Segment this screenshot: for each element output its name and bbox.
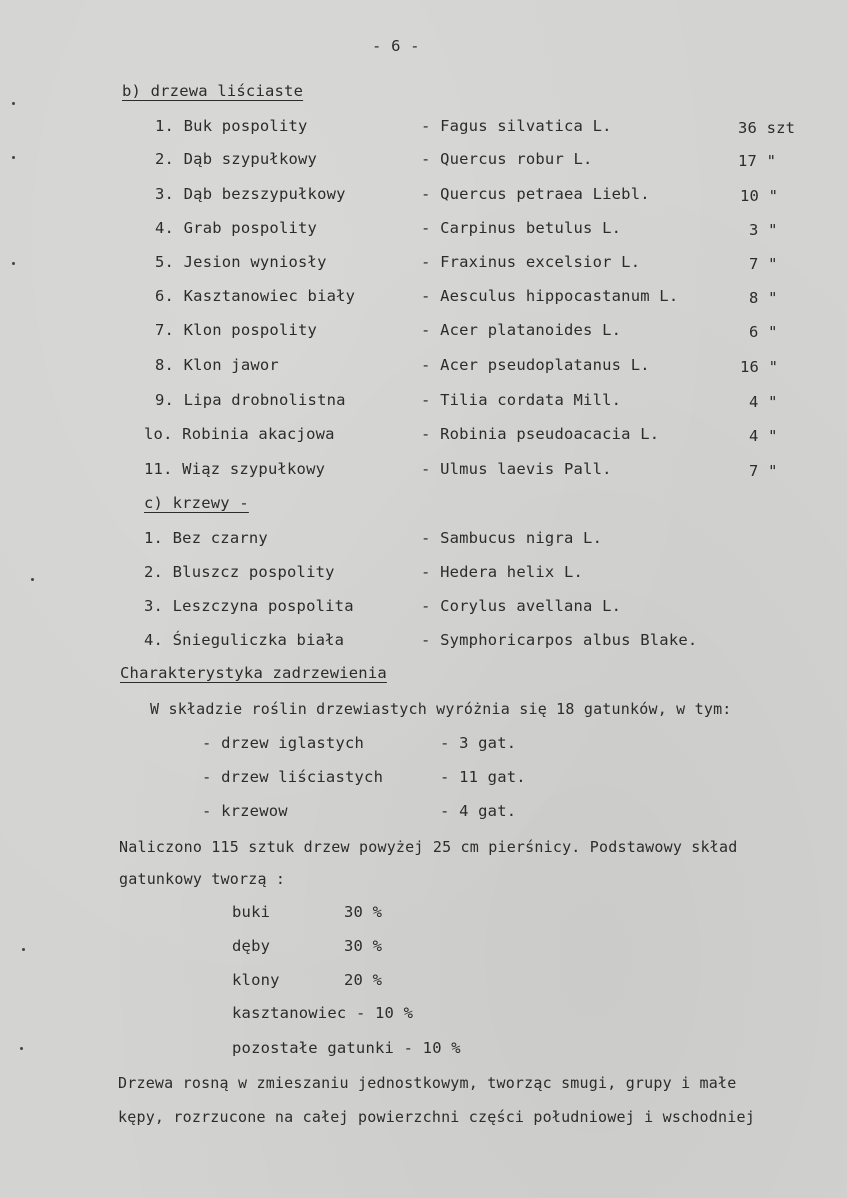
paragraph-line: Drzewa rosną w zmieszaniu jednostkowym, tworząc smugi, grupy i małe: [118, 1074, 737, 1092]
list-item: 5. Jesion wyniosły: [155, 253, 327, 271]
count: 8 ": [749, 289, 778, 307]
scan-speck: [22, 948, 25, 951]
composition-label: dęby: [232, 937, 271, 955]
intro-paragraph: W składzie roślin drzewiastych wyróżnia się 18 gatunków, w tym:: [150, 700, 732, 718]
composition-label: klony: [232, 971, 280, 989]
list-item: lo. Robinia akacjowa: [144, 425, 335, 443]
latin-name: - Symphoricarpos albus Blake.: [421, 631, 698, 649]
list-item: 3. Leszczyna pospolita: [144, 597, 354, 615]
scan-speck: [12, 102, 15, 105]
paragraph-line: kępy, rozrzucone na całej powierzchni części południowej i wschodniej: [118, 1108, 755, 1126]
list-item: 2. Dąb szypułkowy: [155, 150, 318, 168]
latin-name: - Acer pseudoplatanus L.: [421, 356, 650, 374]
list-item: 4. Grab pospolity: [155, 219, 318, 237]
list-item: 4. Śnieguliczka biała: [144, 631, 345, 649]
latin-name: - Fraxinus excelsior L.: [421, 253, 641, 271]
count: 10 ": [740, 187, 779, 205]
group-value: - 11 gat.: [440, 768, 526, 786]
section-c-heading: c) krzewy -: [144, 494, 249, 512]
latin-name: - Sambucus nigra L.: [421, 529, 603, 547]
latin-name: - Acer platanoides L.: [421, 321, 622, 339]
latin-name: - Tilia cordata Mill.: [421, 391, 622, 409]
latin-name: - Corylus avellana L.: [421, 597, 622, 615]
count: 6 ": [749, 323, 778, 341]
scan-speck: [20, 1047, 23, 1050]
composition-value: 20 %: [344, 971, 383, 989]
paragraph-line: gatunkowy tworzą :: [119, 870, 286, 888]
group-label: - drzew iglastych: [202, 734, 365, 752]
list-item: 9. Lipa drobnolistna: [155, 391, 346, 409]
group-value: - 4 gat.: [440, 802, 517, 820]
composition-item: pozostałe gatunki - 10 %: [232, 1039, 461, 1057]
group-label: - krzewow: [202, 802, 288, 820]
latin-name: - Aesculus hippocastanum L.: [421, 287, 679, 305]
count: 4 ": [749, 427, 778, 445]
characteristics-heading: Charakterystyka zadrzewienia: [120, 664, 387, 682]
count: 16 ": [740, 358, 779, 376]
scan-speck: [12, 262, 15, 265]
latin-name: - Quercus petraea Liebl.: [421, 185, 650, 203]
group-value: - 3 gat.: [440, 734, 517, 752]
count: 4 ": [749, 393, 778, 411]
section-b-heading: b) drzewa liściaste: [122, 82, 304, 100]
latin-name: - Robinia pseudoacacia L.: [421, 425, 660, 443]
list-item: 8. Klon jawor: [155, 356, 279, 374]
composition-value: 30 %: [344, 903, 383, 921]
composition-label: buki: [232, 903, 271, 921]
latin-name: - Ulmus laevis Pall.: [421, 460, 612, 478]
count: 7 ": [749, 255, 778, 273]
paragraph-line: Naliczono 115 sztuk drzew powyżej 25 cm pierśnicy. Podstawowy skład: [119, 838, 738, 856]
list-item: 2. Bluszcz pospolity: [144, 563, 335, 581]
latin-name: - Fagus silvatica L.: [421, 117, 612, 135]
latin-name: - Carpinus betulus L.: [421, 219, 622, 237]
list-item: 6. Kasztanowiec biały: [155, 287, 356, 305]
group-label: - drzew liściastych: [202, 768, 384, 786]
list-item: 1. Bez czarny: [144, 529, 268, 547]
latin-name: - Hedera helix L.: [421, 563, 584, 581]
list-item: 3. Dąb bezszypułkowy: [155, 185, 346, 203]
count: 36 szt: [738, 119, 796, 137]
list-item: 7. Klon pospolity: [155, 321, 318, 339]
latin-name: - Quercus robur L.: [421, 150, 593, 168]
count: 17 ": [738, 152, 777, 170]
list-item: 1. Buk pospolity: [155, 117, 308, 135]
composition-item: kasztanowiec - 10 %: [232, 1004, 414, 1022]
page-number: - 6 -: [372, 37, 420, 55]
count: 3 ": [749, 221, 778, 239]
list-item: 11. Wiąz szypułkowy: [144, 460, 326, 478]
scan-speck: [12, 156, 15, 159]
scan-speck: [31, 578, 34, 581]
composition-value: 30 %: [344, 937, 383, 955]
count: 7 ": [749, 462, 778, 480]
